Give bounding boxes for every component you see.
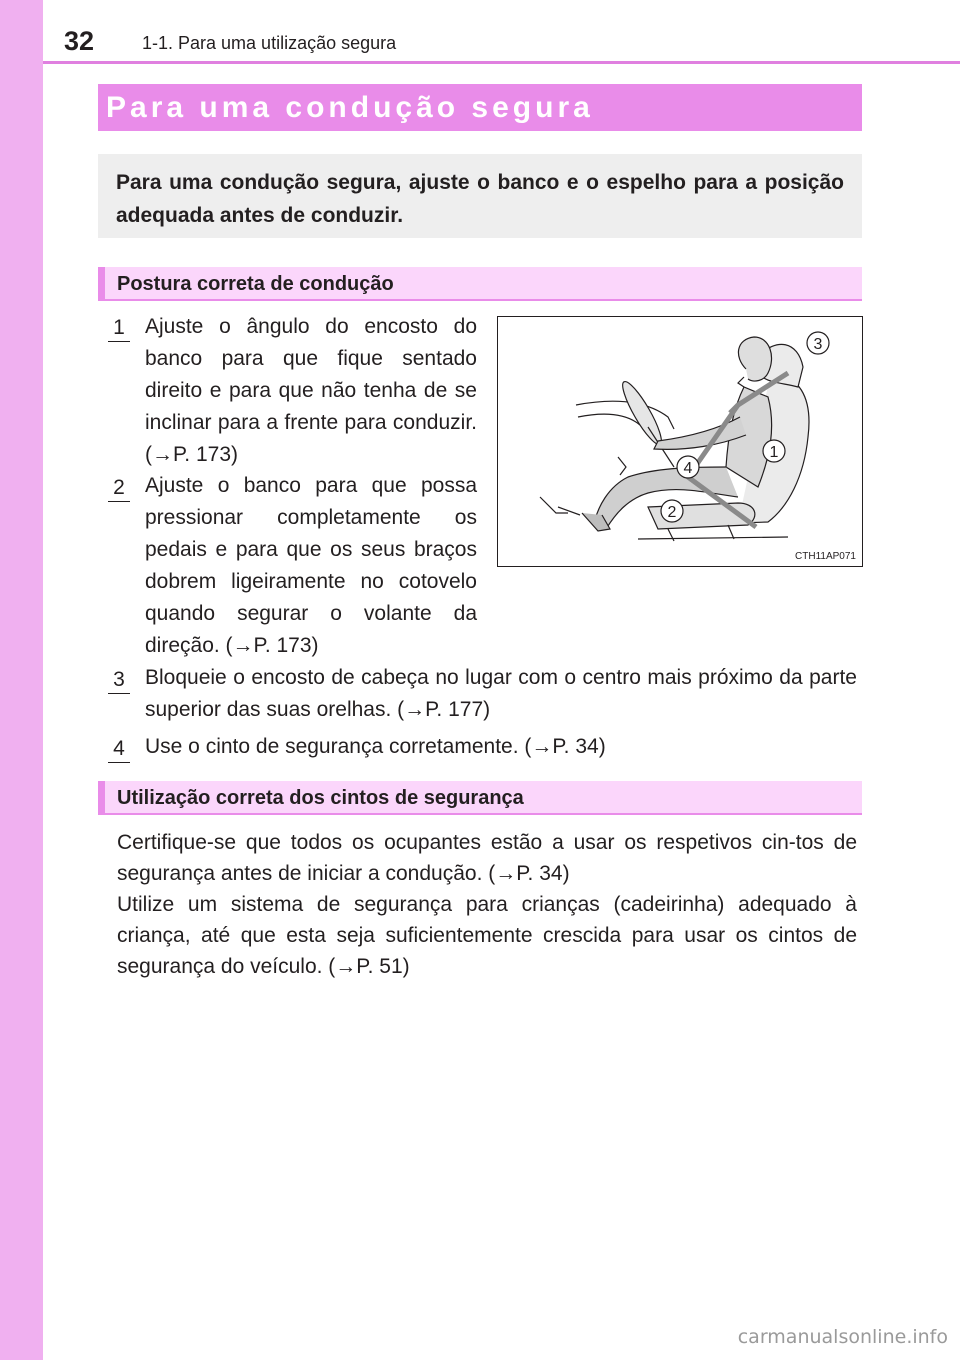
list-item: Ajuste o banco para que possa pressionar completamente os pedais e para que os seus braços dobrem ligeiramente no cotovelo quando segurar o volante da direção. (→P. 173) (145, 474, 477, 657)
item-number: 2 (108, 476, 130, 500)
page-number: 32 (64, 26, 95, 56)
paragraph: Utilize um sistema de segurança para crianças (cadeirinha) adequado à criança, até que esta seja suficientemente crescida para usar os cintos de segurança do veículo. (→P. 51) (117, 893, 857, 978)
seatbelt-paragraphs (117, 827, 857, 982)
intro-text: Para uma condução segura, ajuste o banco e o espelho para a posição adequada antes de conduzir. (116, 171, 844, 227)
section-heading-text: Utilização correta dos cintos de segurança (117, 787, 524, 809)
paragraph: Certifique-se que todos os ocupantes estão a usar os respetivos cin-tos de segurança antes de iniciar a condução. (→P. 34) (117, 831, 857, 885)
callout-1: 1 (769, 444, 779, 461)
figure-code: CTH11AP071 (795, 551, 856, 562)
section-heading-posture (98, 267, 862, 301)
list-item: Use o cinto de segurança corretamente. (→P. 34) (145, 735, 606, 758)
page-title: Para uma condução segura (106, 91, 594, 124)
watermark: carmanualsonline.info (737, 1326, 948, 1348)
list-item: Bloqueie o encosto de cabeça no lugar com o centro mais próximo da parte superior das suas orelhas. (→P. 177) (145, 666, 857, 721)
section-heading-text: Postura correta de condução (117, 273, 394, 295)
header-rule (43, 61, 960, 64)
left-edge-strip (0, 0, 43, 1360)
item-number: 4 (108, 737, 130, 761)
list-item: Ajuste o ângulo do encosto do banco para que fique sentado direito e para que não tenha de se inclinar para a frente para conduzir. (→P. 173) (145, 315, 477, 466)
item-number: 1 (108, 316, 130, 340)
item-number: 3 (108, 668, 130, 692)
callout-4: 4 (683, 460, 693, 477)
driving-posture-illustration (497, 316, 863, 567)
page-title-bar (98, 84, 862, 131)
callout-2: 2 (667, 504, 677, 521)
driver-seat-drawing (498, 317, 862, 566)
running-header: 1-1. Para uma utilização segura (142, 33, 397, 53)
section-heading-seatbelts (98, 781, 862, 815)
intro-box (98, 154, 862, 238)
callout-3: 3 (813, 336, 823, 353)
